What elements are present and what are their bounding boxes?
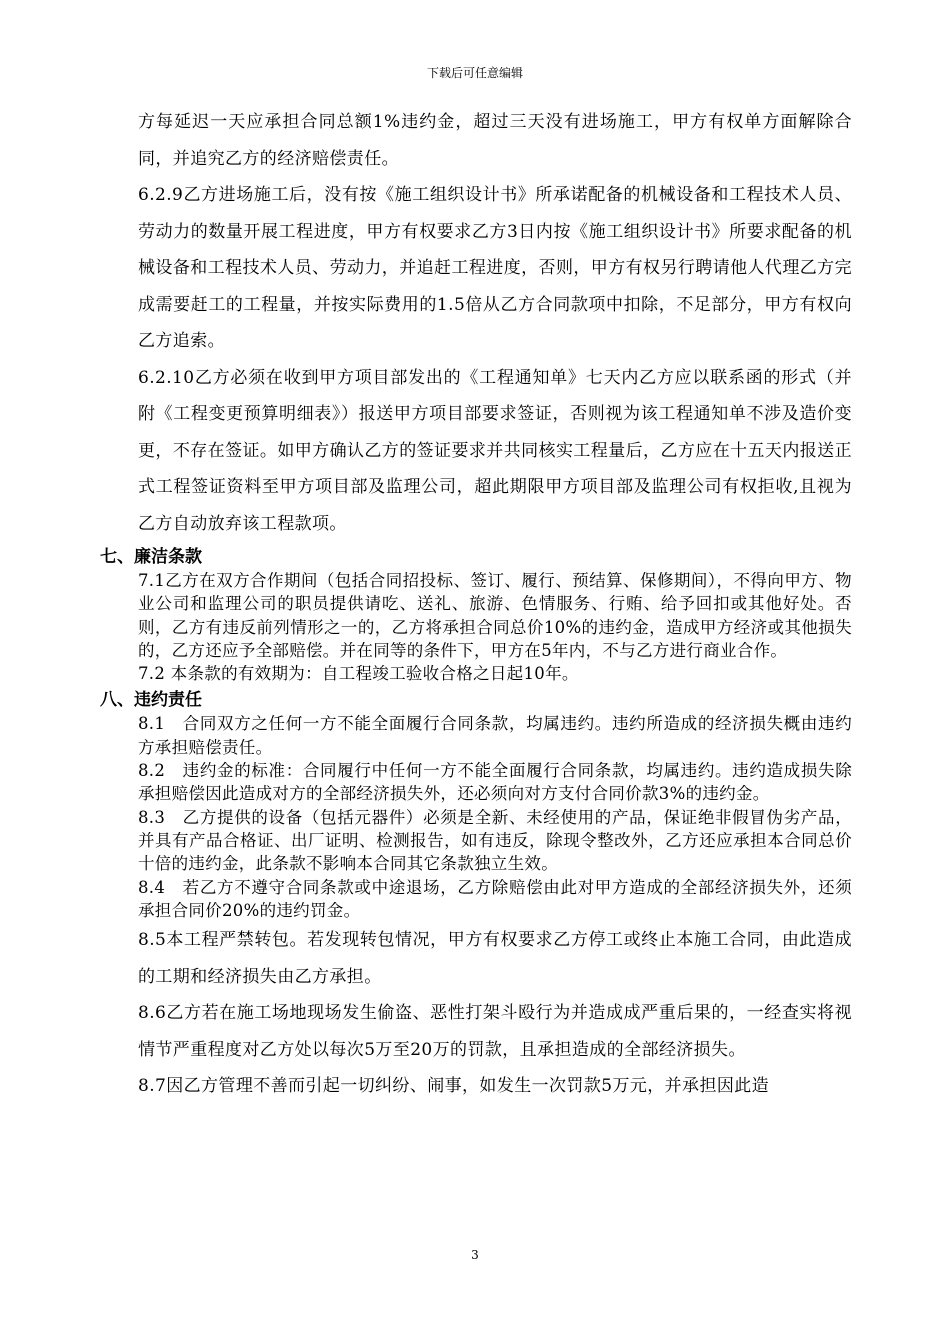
clause-8-2: 8.2 违约金的标准：合同履行中任何一方不能全面履行合同条款，均属违约。违约造成损失除承担赔偿因此造成对方的全部经济损失外，还必须向对方支付合同价款3%的违约金。	[138, 761, 852, 804]
section-heading-8: 八、违约责任	[100, 690, 202, 711]
clause-6-2-10: 6.2.10乙方必须在收到甲方项目部发出的《工程通知单》七天内乙方应以联系函的形式（并附《工程变更预算明细表》）报送甲方项目部要求签证，否则视为该工程通知单不涉及造价变更，不存在签证。如甲方确认乙方的签证要求并共同核实工程量后，乙方应在十五天内报送正式工程签证资料至甲方项目部及监理公司，超此期限甲方项目部及监理公司有权拒收,且视为乙方自动放弃该工程款项。	[138, 367, 852, 534]
page-header: 下载后可任意编辑	[426, 66, 523, 80]
clause-8-1: 8.1 合同双方之任何一方不能全面履行合同条款，均属违约。违约所造成的经济损失概由违约方承担赔偿责任。	[138, 714, 852, 757]
clause-7-2: 7.2 本条款的有效期为：自工程竣工验收合格之日起10年。	[138, 664, 579, 684]
clause-8-6: 8.6乙方若在施工场地现场发生偷盗、恶性打架斗殴行为并造成成严重后果的，一经查实将视情节严重程度对乙方处以每次5万至20万的罚款，且承担造成的全部经济损失。	[138, 1003, 852, 1060]
clause-7-1: 7.1乙方在双方合作期间（包括合同招投标、签订、履行、预结算、保修期间），不得向甲方、物业公司和监理公司的职员提供请吃、送礼、旅游、色情服务、行贿、给予回扣或其他好处。否则，乙方有违反前列情形之一的，乙方将承担合同总价10%的违约金，造成甲方经济或其他损失的，乙方还应予全部赔偿。并在同等的条件下，甲方在5年内，不与乙方进行商业合作。	[138, 571, 852, 660]
clause-8-7: 8.7因乙方管理不善而引起一切纠纷、闹事，如发生一次罚款5万元，并承担因此造	[138, 1076, 770, 1097]
clause-6-2-9: 6.2.9乙方进场施工后，没有按《施工组织设计书》所承诺配备的机械设备和工程技术人员、劳动力的数量开展工程进度，甲方有权要求乙方3日内按《施工组织设计书》所要求配备的机械设备和工程技术人员、劳动力，并追赶工程进度，否则，甲方有权另行聘请他人代理乙方完成需要赶工的工程量，并按实际费用的1.5倍从乙方合同款项中扣除，不足部分，甲方有权向乙方追索。	[138, 185, 852, 351]
document-body	[100, 104, 852, 1105]
clause-8-3: 8.3 乙方提供的设备（包括元器件）必须是全新、未经使用的产品，保证绝非假冒伪劣产品，并具有产品合格证、出厂证明、检测报告，如有违反，除现令整改外，乙方还应承担本合同总价十倍的违约金，此条款不影响本合同其它条款独立生效。	[138, 807, 852, 874]
clause-8-4: 8.4 若乙方不遵守合同条款或中途退场，乙方除赔偿由此对甲方造成的全部经济损失外，还须承担合同价20%的违约罚金。	[138, 877, 852, 920]
clause-8-5: 8.5本工程严禁转包。若发现转包情况，甲方有权要求乙方停工或终止本施工合同，由此造成的工期和经济损失由乙方承担。	[138, 930, 852, 987]
section-heading-7: 七、廉洁条款	[100, 547, 202, 567]
paragraph-continuation: 方每延迟一天应承担合同总额1%违约金，超过三天没有进场施工，甲方有权单方面解除合同，并追究乙方的经济赔偿责任。	[138, 112, 852, 169]
page-number: 3	[471, 1248, 479, 1262]
